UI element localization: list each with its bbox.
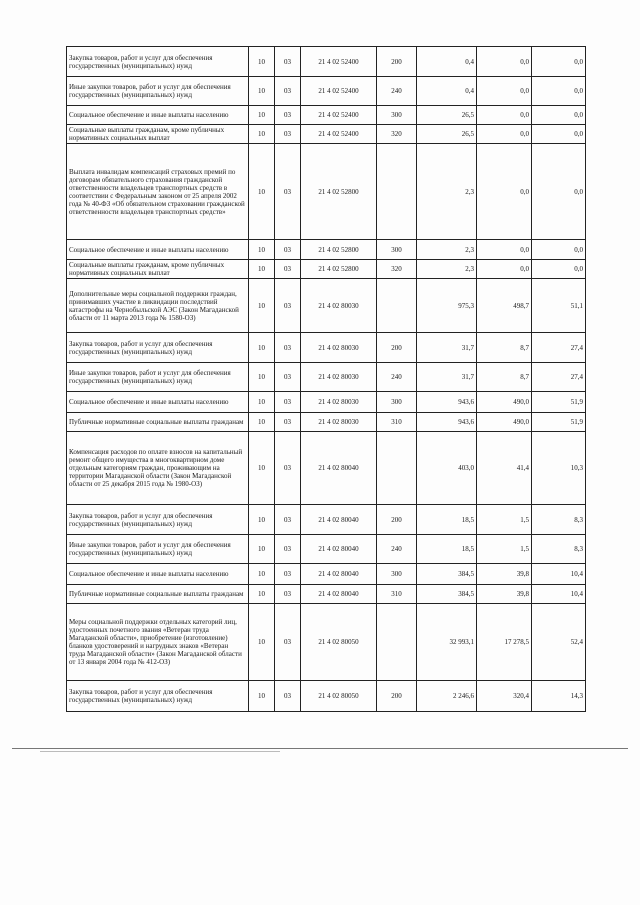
table-row bbox=[67, 125, 586, 144]
row-name: Дополнительные меры социальной поддержки граждан, принимавших участие в ликвидации последствий катастрофы на Чернобыльской АЭС (Закон Магаданской области от 11 марта 2013 года № 1580-ОЗ) bbox=[67, 279, 249, 333]
page-divider bbox=[12, 748, 628, 749]
row-name: Компенсация расходов по оплате взносов на капитальный ремонт общего имущества в многоквартирном доме отдельным категориям граждан, проживающим на территории Магаданской области (Закон Магаданской области от 25 декабря 2015 года № 1980-ОЗ) bbox=[67, 432, 249, 505]
row-percent: 51,9 bbox=[532, 413, 586, 432]
table-row bbox=[67, 413, 586, 432]
row-executed: 39,8 bbox=[477, 564, 532, 585]
row-expense-type bbox=[377, 604, 417, 681]
row-target-article: 21 4 02 80040 bbox=[301, 535, 377, 564]
row-expense-type: 240 bbox=[377, 535, 417, 564]
table-row bbox=[67, 392, 586, 413]
row-section: 10 bbox=[249, 413, 275, 432]
row-plan: 18,5 bbox=[417, 505, 477, 535]
row-name: Меры социальной поддержки отдельных категорий лиц, удостоенных почетного звания «Ветеран труда Магаданской области», приобретение (изготовление) бланков удостоверений и нагрудных знаков «Ветеран труда Магаданской области» (Закон Магаданской области от 13 января 2004 года № 412-ОЗ) bbox=[67, 604, 249, 681]
row-plan: 26,5 bbox=[417, 106, 477, 125]
row-expense-type: 310 bbox=[377, 585, 417, 604]
row-name: Социальное обеспечение и иные выплаты населению bbox=[67, 564, 249, 585]
row-executed: 0,0 bbox=[477, 125, 532, 144]
row-name: Иные закупки товаров, работ и услуг для обеспечения государственных (муниципальных) нужд bbox=[67, 77, 249, 106]
row-name: Публичные нормативные социальные выплаты гражданам bbox=[67, 585, 249, 604]
row-expense-type: 200 bbox=[377, 681, 417, 712]
row-name: Социальное обеспечение и иные выплаты населению bbox=[67, 106, 249, 125]
row-name: Социальные выплаты гражданам, кроме публичных нормативных социальных выплат bbox=[67, 260, 249, 279]
row-expense-type: 300 bbox=[377, 240, 417, 260]
row-expense-type: 300 bbox=[377, 106, 417, 125]
row-percent: 0,0 bbox=[532, 144, 586, 240]
row-subsection: 03 bbox=[275, 260, 301, 279]
row-plan: 2,3 bbox=[417, 260, 477, 279]
row-percent: 27,4 bbox=[532, 363, 586, 392]
row-executed: 0,0 bbox=[477, 77, 532, 106]
row-target-article: 21 4 02 80030 bbox=[301, 413, 377, 432]
row-percent: 8,3 bbox=[532, 505, 586, 535]
row-plan: 384,5 bbox=[417, 585, 477, 604]
row-executed: 490,0 bbox=[477, 413, 532, 432]
table-row bbox=[67, 240, 586, 260]
row-section: 10 bbox=[249, 681, 275, 712]
row-executed: 8,7 bbox=[477, 333, 532, 363]
row-target-article: 21 4 02 52400 bbox=[301, 106, 377, 125]
row-subsection: 03 bbox=[275, 47, 301, 77]
row-subsection: 03 bbox=[275, 505, 301, 535]
table-row bbox=[67, 585, 586, 604]
row-section: 10 bbox=[249, 106, 275, 125]
row-plan: 18,5 bbox=[417, 535, 477, 564]
table-row bbox=[67, 260, 586, 279]
row-section: 10 bbox=[249, 564, 275, 585]
row-percent: 52,4 bbox=[532, 604, 586, 681]
row-percent: 0,0 bbox=[532, 77, 586, 106]
row-name: Публичные нормативные социальные выплаты гражданам bbox=[67, 413, 249, 432]
row-plan: 31,7 bbox=[417, 333, 477, 363]
row-section: 10 bbox=[249, 535, 275, 564]
row-section: 10 bbox=[249, 505, 275, 535]
row-executed: 0,0 bbox=[477, 240, 532, 260]
row-expense-type: 200 bbox=[377, 505, 417, 535]
row-plan: 2,3 bbox=[417, 144, 477, 240]
row-expense-type: 300 bbox=[377, 392, 417, 413]
row-subsection: 03 bbox=[275, 363, 301, 392]
row-section: 10 bbox=[249, 77, 275, 106]
row-section: 10 bbox=[249, 363, 275, 392]
row-subsection: 03 bbox=[275, 333, 301, 363]
row-executed: 0,0 bbox=[477, 260, 532, 279]
row-plan: 403,0 bbox=[417, 432, 477, 505]
row-percent: 0,0 bbox=[532, 47, 586, 77]
table-row bbox=[67, 432, 586, 505]
row-section: 10 bbox=[249, 333, 275, 363]
row-target-article: 21 4 02 80040 bbox=[301, 564, 377, 585]
table-row bbox=[67, 77, 586, 106]
row-section: 10 bbox=[249, 144, 275, 240]
row-target-article: 21 4 02 80050 bbox=[301, 604, 377, 681]
row-expense-type: 320 bbox=[377, 125, 417, 144]
row-expense-type: 300 bbox=[377, 564, 417, 585]
row-target-article: 21 4 02 52800 bbox=[301, 260, 377, 279]
row-expense-type: 310 bbox=[377, 413, 417, 432]
row-expense-type: 200 bbox=[377, 47, 417, 77]
row-target-article: 21 4 02 80030 bbox=[301, 363, 377, 392]
row-name: Выплата инвалидам компенсаций страховых премий по договорам обязательного страхования гражданской ответственности владельцев транспортных средств в соответствии с Федеральным законом от 25 апреля 2002 года № 40-ФЗ «Об обязательном страховании гражданской ответственности владельцев транспортных средств» bbox=[67, 144, 249, 240]
table-row bbox=[67, 564, 586, 585]
row-subsection: 03 bbox=[275, 535, 301, 564]
table-row bbox=[67, 681, 586, 712]
row-executed: 498,7 bbox=[477, 279, 532, 333]
row-percent: 8,3 bbox=[532, 535, 586, 564]
table-row bbox=[67, 106, 586, 125]
row-subsection: 03 bbox=[275, 125, 301, 144]
row-section: 10 bbox=[249, 125, 275, 144]
table-row bbox=[67, 144, 586, 240]
row-target-article: 21 4 02 80040 bbox=[301, 505, 377, 535]
row-name: Закупка товаров, работ и услуг для обеспечения государственных (муниципальных) нужд bbox=[67, 681, 249, 712]
row-target-article: 21 4 02 52400 bbox=[301, 77, 377, 106]
row-percent: 51,9 bbox=[532, 392, 586, 413]
table-row bbox=[67, 505, 586, 535]
row-percent: 10,4 bbox=[532, 564, 586, 585]
row-target-article: 21 4 02 80040 bbox=[301, 585, 377, 604]
row-section: 10 bbox=[249, 604, 275, 681]
row-section: 10 bbox=[249, 260, 275, 279]
row-name: Социальные выплаты гражданам, кроме публичных нормативных социальных выплат bbox=[67, 125, 249, 144]
row-target-article: 21 4 02 80030 bbox=[301, 392, 377, 413]
row-subsection: 03 bbox=[275, 413, 301, 432]
row-subsection: 03 bbox=[275, 279, 301, 333]
row-subsection: 03 bbox=[275, 106, 301, 125]
table-body bbox=[67, 47, 586, 712]
row-executed: 490,0 bbox=[477, 392, 532, 413]
row-percent: 0,0 bbox=[532, 260, 586, 279]
row-executed: 320,4 bbox=[477, 681, 532, 712]
row-plan: 2 246,6 bbox=[417, 681, 477, 712]
page-divider-faint bbox=[40, 751, 280, 752]
row-section: 10 bbox=[249, 240, 275, 260]
row-subsection: 03 bbox=[275, 604, 301, 681]
table-row bbox=[67, 279, 586, 333]
row-section: 10 bbox=[249, 279, 275, 333]
row-executed: 0,0 bbox=[477, 47, 532, 77]
row-executed: 1,5 bbox=[477, 505, 532, 535]
row-percent: 51,1 bbox=[532, 279, 586, 333]
row-subsection: 03 bbox=[275, 144, 301, 240]
row-executed: 17 278,5 bbox=[477, 604, 532, 681]
row-plan: 943,6 bbox=[417, 392, 477, 413]
row-name: Социальное обеспечение и иные выплаты населению bbox=[67, 240, 249, 260]
table-row bbox=[67, 333, 586, 363]
table-row bbox=[67, 604, 586, 681]
row-expense-type: 240 bbox=[377, 363, 417, 392]
row-name: Закупка товаров, работ и услуг для обеспечения государственных (муниципальных) нужд bbox=[67, 333, 249, 363]
table-row bbox=[67, 535, 586, 564]
row-target-article: 21 4 02 80030 bbox=[301, 279, 377, 333]
row-percent: 0,0 bbox=[532, 106, 586, 125]
row-expense-type bbox=[377, 144, 417, 240]
row-section: 10 bbox=[249, 47, 275, 77]
row-plan: 943,6 bbox=[417, 413, 477, 432]
row-executed: 1,5 bbox=[477, 535, 532, 564]
row-section: 10 bbox=[249, 432, 275, 505]
row-subsection: 03 bbox=[275, 392, 301, 413]
row-target-article: 21 4 02 52400 bbox=[301, 47, 377, 77]
row-subsection: 03 bbox=[275, 564, 301, 585]
row-plan: 0,4 bbox=[417, 77, 477, 106]
row-name: Социальное обеспечение и иные выплаты населению bbox=[67, 392, 249, 413]
row-percent: 0,0 bbox=[532, 240, 586, 260]
row-plan: 2,3 bbox=[417, 240, 477, 260]
row-subsection: 03 bbox=[275, 681, 301, 712]
row-plan: 384,5 bbox=[417, 564, 477, 585]
row-section: 10 bbox=[249, 392, 275, 413]
row-percent: 27,4 bbox=[532, 333, 586, 363]
row-plan: 26,5 bbox=[417, 125, 477, 144]
row-target-article: 21 4 02 52800 bbox=[301, 144, 377, 240]
row-plan: 32 993,1 bbox=[417, 604, 477, 681]
row-expense-type bbox=[377, 432, 417, 505]
row-expense-type: 320 bbox=[377, 260, 417, 279]
row-plan: 975,3 bbox=[417, 279, 477, 333]
row-plan: 0,4 bbox=[417, 47, 477, 77]
row-percent: 10,4 bbox=[532, 585, 586, 604]
row-expense-type bbox=[377, 279, 417, 333]
row-target-article: 21 4 02 80050 bbox=[301, 681, 377, 712]
row-executed: 39,8 bbox=[477, 585, 532, 604]
row-subsection: 03 bbox=[275, 585, 301, 604]
row-executed: 8,7 bbox=[477, 363, 532, 392]
table-row bbox=[67, 363, 586, 392]
row-name: Иные закупки товаров, работ и услуг для обеспечения государственных (муниципальных) нужд bbox=[67, 535, 249, 564]
row-subsection: 03 bbox=[275, 432, 301, 505]
row-target-article: 21 4 02 80040 bbox=[301, 432, 377, 505]
row-name: Иные закупки товаров, работ и услуг для обеспечения государственных (муниципальных) нужд bbox=[67, 363, 249, 392]
row-percent: 14,3 bbox=[532, 681, 586, 712]
row-target-article: 21 4 02 80030 bbox=[301, 333, 377, 363]
row-target-article: 21 4 02 52800 bbox=[301, 240, 377, 260]
row-executed: 41,4 bbox=[477, 432, 532, 505]
row-subsection: 03 bbox=[275, 240, 301, 260]
table-row bbox=[67, 47, 586, 77]
row-expense-type: 240 bbox=[377, 77, 417, 106]
row-plan: 31,7 bbox=[417, 363, 477, 392]
row-subsection: 03 bbox=[275, 77, 301, 106]
row-expense-type: 200 bbox=[377, 333, 417, 363]
row-percent: 0,0 bbox=[532, 125, 586, 144]
row-name: Закупка товаров, работ и услуг для обеспечения государственных (муниципальных) нужд bbox=[67, 505, 249, 535]
budget-table bbox=[66, 46, 586, 712]
row-target-article: 21 4 02 52400 bbox=[301, 125, 377, 144]
row-name: Закупка товаров, работ и услуг для обеспечения государственных (муниципальных) нужд bbox=[67, 47, 249, 77]
row-executed: 0,0 bbox=[477, 144, 532, 240]
row-percent: 10,3 bbox=[532, 432, 586, 505]
row-section: 10 bbox=[249, 585, 275, 604]
row-executed: 0,0 bbox=[477, 106, 532, 125]
